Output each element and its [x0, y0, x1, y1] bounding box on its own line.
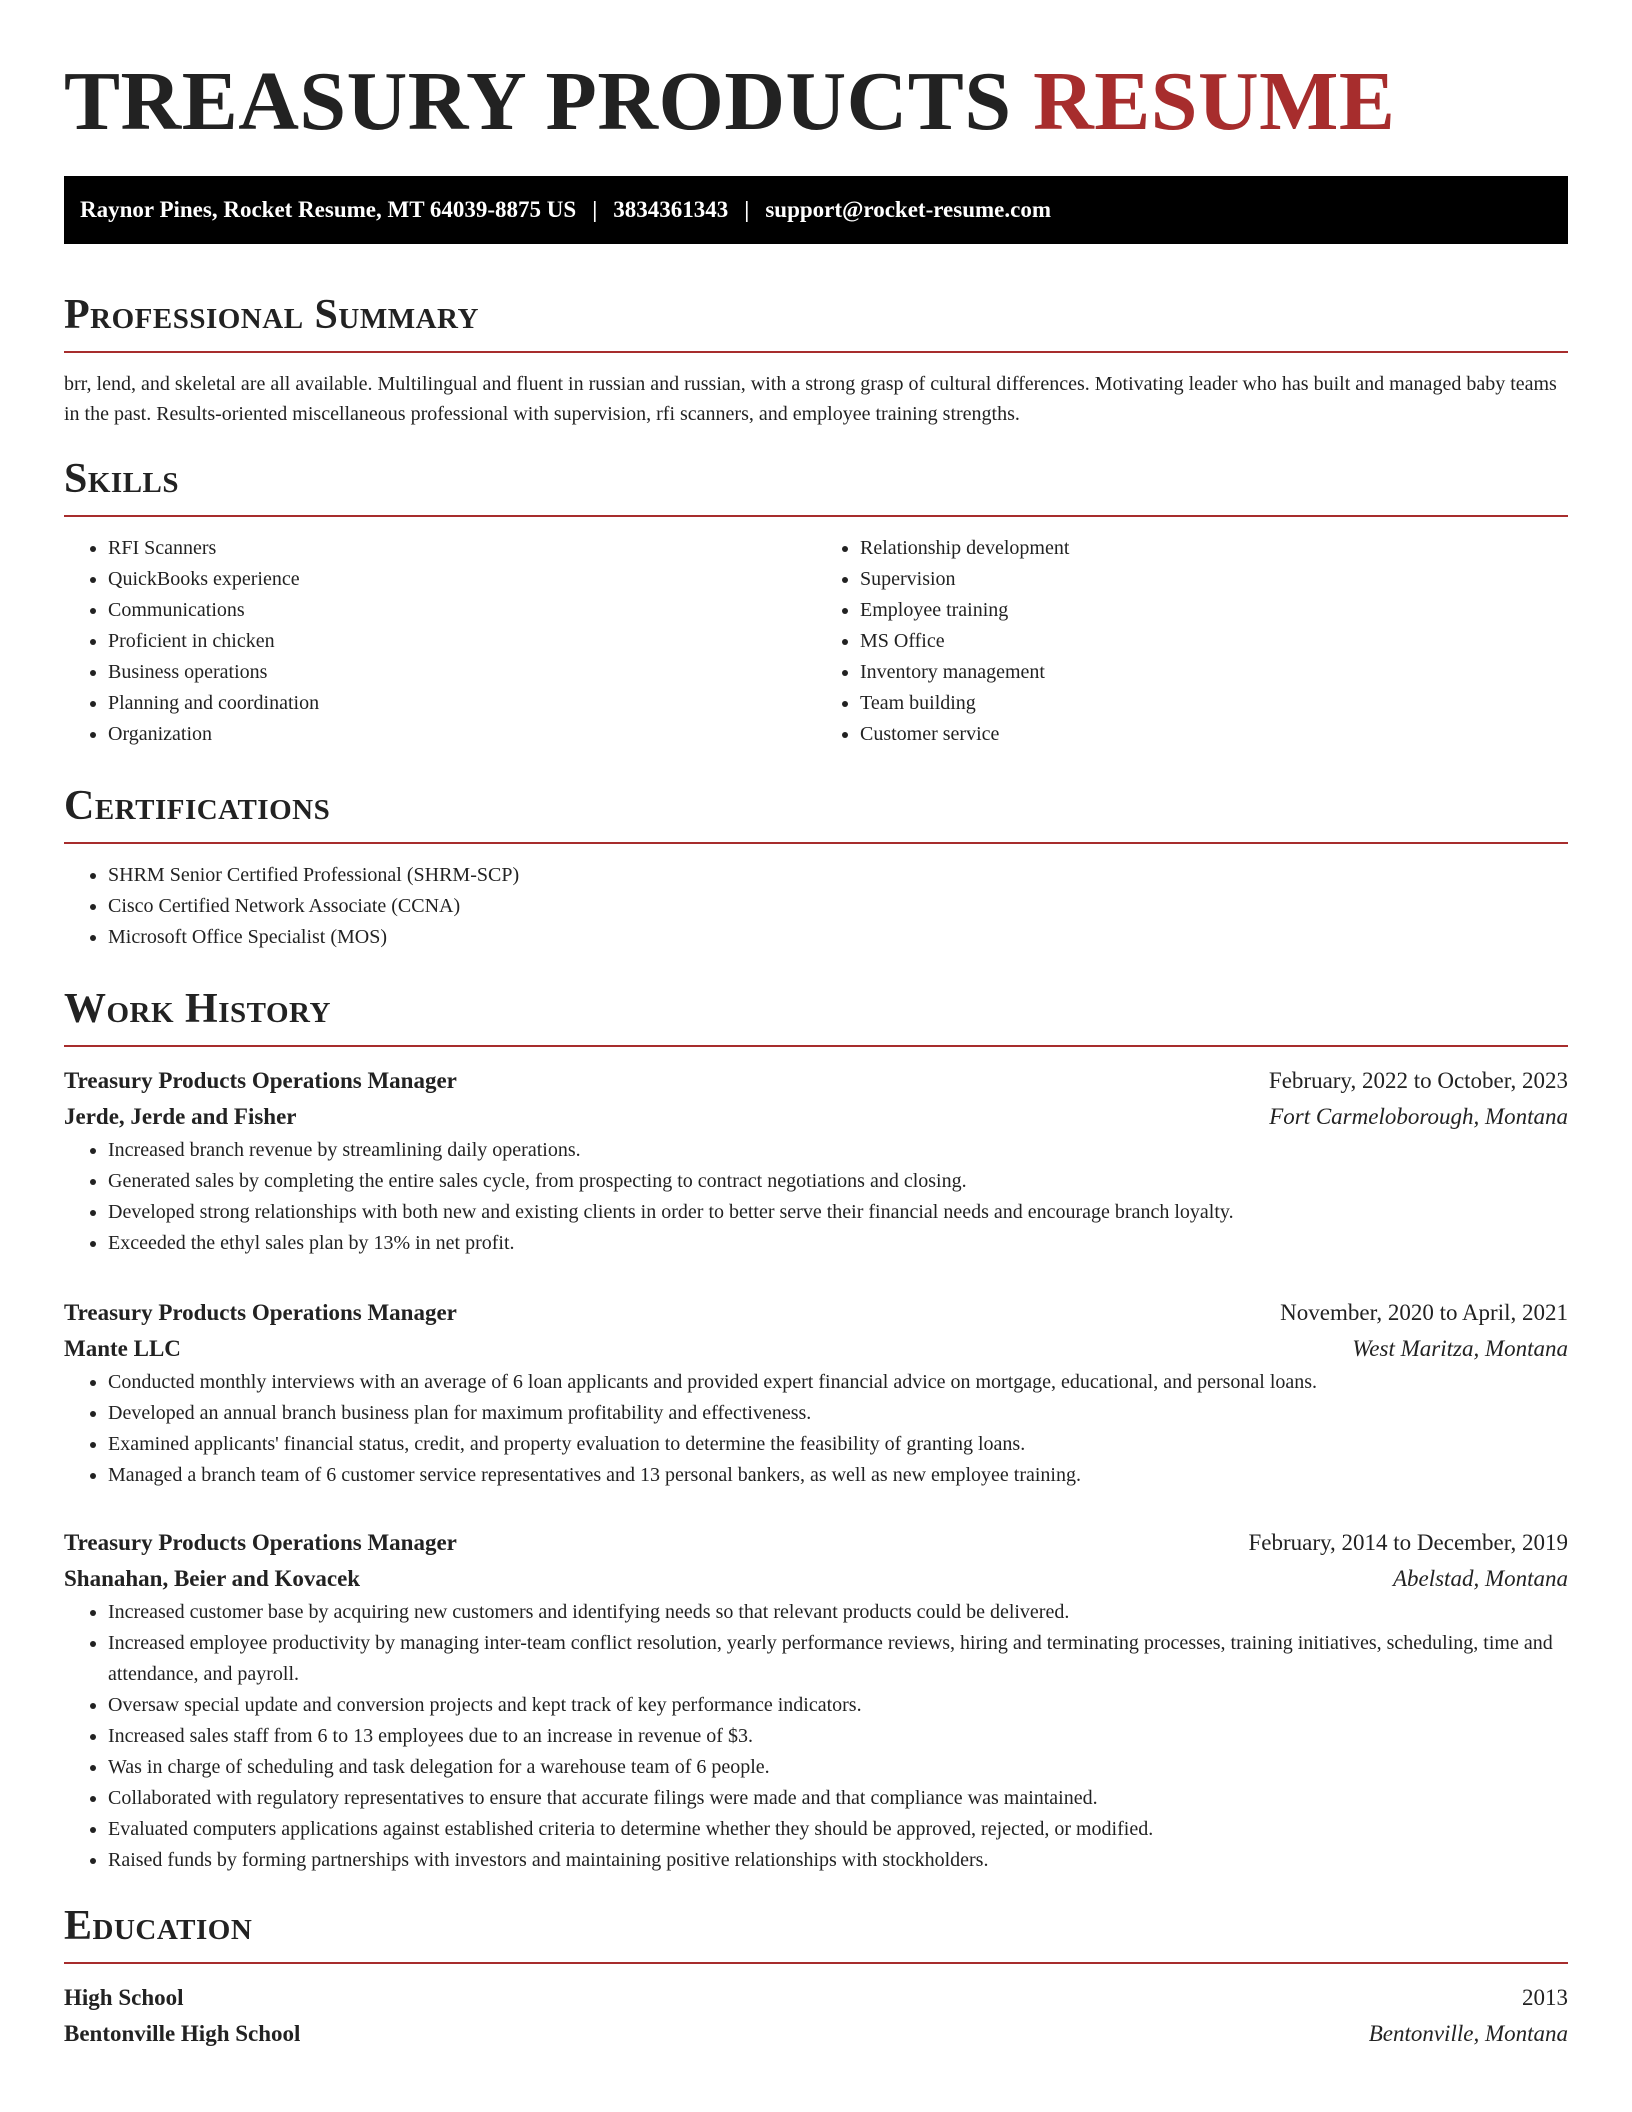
job-location: Fort Carmeloborough, Montana [1269, 1104, 1568, 1129]
job-subheader [64, 1099, 1568, 1135]
summary-text: brr, lend, and skeletal are all available. Multilingual and fluent in russian and russian, with a strong grasp of cultural differences. Motivating leader who has built and managed baby teams in the past. Results-oriented miscellaneous professional with supervision, rfi scanners, and employee training strengths. [64, 373, 1557, 425]
job-location: West Maritza, Montana [1352, 1336, 1568, 1361]
certification-item: • SHRM Senior Certified Professional (SHRM-SCP) [108, 860, 1568, 891]
job-subheader [64, 1561, 1568, 1597]
job-bullet: • Was in charge of scheduling and task delegation for a warehouse team of 6 people. [108, 1752, 1568, 1783]
education-year: 2013 [1522, 1985, 1568, 2010]
job-bullet: • Managed a branch team of 6 customer service representatives and 13 personal bankers, as well as new employee training. [108, 1460, 1568, 1491]
job-bullet: • Increased sales staff from 6 to 13 employees due to an increase in revenue of $3. [108, 1721, 1568, 1752]
job-company: Jerde, Jerde and Fisher [64, 1104, 297, 1129]
job-title: Treasury Products Operations Manager [64, 1530, 457, 1555]
job-entry [64, 1295, 1568, 1491]
education-heading: Education [64, 1903, 253, 1949]
contact-phone: 3834361343 [613, 197, 729, 222]
education-school: Bentonville High School [64, 2021, 301, 2046]
job-bullets [64, 1597, 1568, 1876]
skill-item: • Inventory management [860, 657, 1568, 688]
skills-section [64, 453, 1568, 750]
summary-section [64, 289, 1568, 429]
education-section [64, 1900, 1568, 2052]
summary-heading: Professional Summary [64, 292, 479, 338]
job-entry [64, 1525, 1568, 1876]
job-company: Shanahan, Beier and Kovacek [64, 1566, 361, 1591]
skill-item: • Customer service [860, 719, 1568, 750]
skill-item: • Employee training [860, 595, 1568, 626]
resume-title [64, 52, 1568, 152]
job-header [64, 1295, 1568, 1331]
job-bullet: • Evaluated computers applications against established criteria to determine whether they should be approved, rejected, or modified. [108, 1814, 1568, 1845]
job-title: Treasury Products Operations Manager [64, 1068, 457, 1093]
education-header [64, 1980, 1568, 2016]
certifications-section [64, 780, 1568, 953]
skill-item: • Communications [108, 595, 816, 626]
job-bullet: • Examined applicants' financial status, credit, and property evaluation to determine the feasibility of granting loans. [108, 1429, 1568, 1460]
title-main: TREASURY PRODUCTS [64, 55, 1012, 148]
skill-item: • QuickBooks experience [108, 564, 816, 595]
job-header [64, 1525, 1568, 1561]
job-dates: February, 2014 to December, 2019 [1248, 1530, 1568, 1555]
skills-list-right [816, 533, 1568, 750]
skills-list-left [64, 533, 816, 750]
job-header [64, 1063, 1568, 1099]
contact-separator: | [592, 197, 598, 222]
job-bullet: • Raised funds by forming partnerships with investors and maintaining positive relationships with stockholders. [108, 1845, 1568, 1876]
education-subheader [64, 2016, 1568, 2052]
skill-item: • MS Office [860, 626, 1568, 657]
job-bullet: • Increased customer base by acquiring new customers and identifying needs so that relevant products could be delivered. [108, 1597, 1568, 1628]
job-dates: February, 2022 to October, 2023 [1268, 1068, 1568, 1093]
skills-heading: Skills [64, 456, 180, 502]
certification-item: • Microsoft Office Specialist (MOS) [108, 922, 1568, 953]
skill-item: • Planning and coordination [108, 688, 816, 719]
title-accent: RESUME [1033, 55, 1396, 148]
job-company: Mante LLC [64, 1336, 181, 1361]
contact-address: Raynor Pines, Rocket Resume, MT 64039-8875 US [80, 197, 577, 222]
skill-item: • Team building [860, 688, 1568, 719]
job-bullets [64, 1135, 1568, 1259]
section-divider [64, 1962, 1568, 1964]
contact-bar [64, 176, 1568, 244]
skill-item: • Organization [108, 719, 816, 750]
job-bullet: • Increased branch revenue by streamlining daily operations. [108, 1135, 1568, 1166]
job-bullet: • Generated sales by completing the entire sales cycle, from prospecting to contract negotiations and closing. [108, 1166, 1568, 1197]
section-divider [64, 515, 1568, 517]
job-bullet: • Conducted monthly interviews with an average of 6 loan applicants and provided expert financial advice on mortgage, educational, and personal loans. [108, 1367, 1568, 1398]
job-bullet: • Developed strong relationships with both new and existing clients in order to better serve their financial needs and encourage branch loyalty. [108, 1197, 1568, 1228]
certifications-heading: Certifications [64, 783, 331, 829]
job-entry [64, 1063, 1568, 1259]
skill-item: • Relationship development [860, 533, 1568, 564]
education-location: Bentonville, Montana [1368, 2021, 1568, 2046]
section-divider [64, 842, 1568, 844]
contact-separator: | [744, 197, 750, 222]
job-title: Treasury Products Operations Manager [64, 1300, 457, 1325]
certifications-list [64, 860, 1568, 953]
skill-item: • Proficient in chicken [108, 626, 816, 657]
job-bullet: • Developed an annual branch business plan for maximum profitability and effectiveness. [108, 1398, 1568, 1429]
job-bullet: • Oversaw special update and conversion projects and kept track of key performance indicators. [108, 1690, 1568, 1721]
job-location: Abelstad, Montana [1392, 1566, 1568, 1591]
job-bullet: • Collaborated with regulatory representatives to ensure that accurate filings were made and that compliance was maintained. [108, 1783, 1568, 1814]
work-history-heading: Work History [64, 986, 331, 1032]
skill-item: • Supervision [860, 564, 1568, 595]
job-subheader [64, 1331, 1568, 1367]
certification-item: • Cisco Certified Network Associate (CCNA) [108, 891, 1568, 922]
section-divider [64, 351, 1568, 353]
contact-email: support@rocket-resume.com [765, 197, 1051, 222]
skills-grid [64, 533, 1568, 750]
work-history-section [64, 983, 1568, 1876]
job-bullet: • Increased employee productivity by managing inter-team conflict resolution, yearly performance reviews, hiring and terminating processes, training initiatives, scheduling, time and attendance, and payroll. [108, 1628, 1568, 1690]
skill-item: • RFI Scanners [108, 533, 816, 564]
section-divider [64, 1045, 1568, 1047]
job-bullet: • Exceeded the ethyl sales plan by 13% in net profit. [108, 1228, 1568, 1259]
job-bullets [64, 1367, 1568, 1491]
education-degree: High School [64, 1985, 184, 2010]
skill-item: • Business operations [108, 657, 816, 688]
job-dates: November, 2020 to April, 2021 [1280, 1300, 1568, 1325]
